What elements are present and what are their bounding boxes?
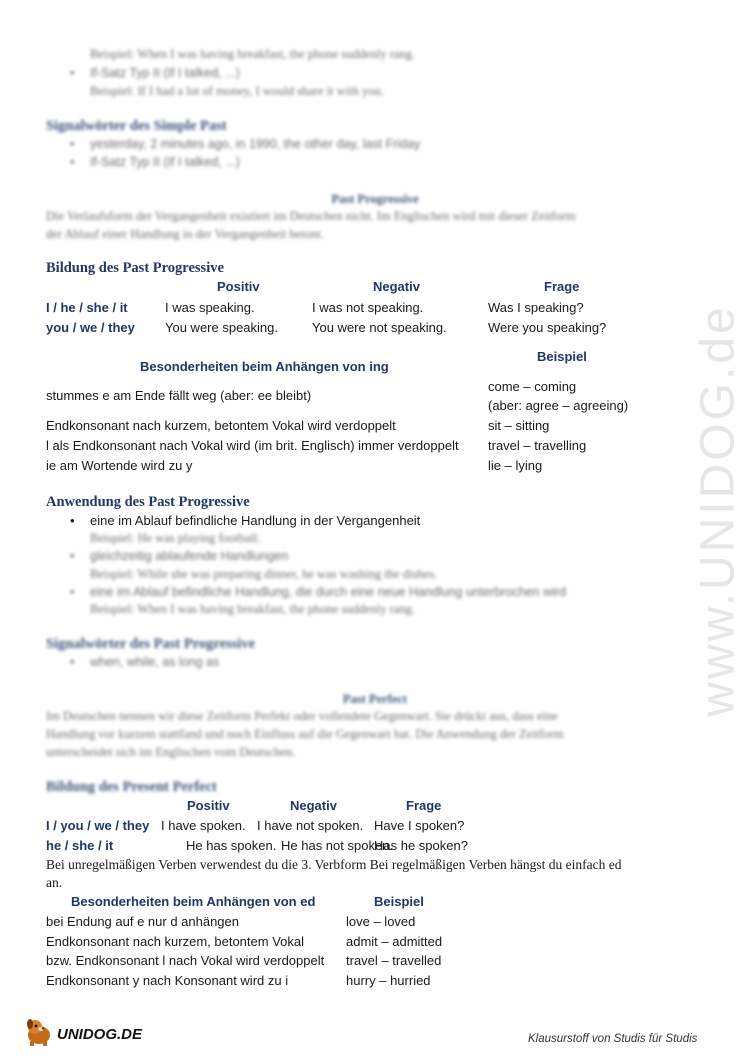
- table-header: Positiv: [217, 279, 260, 294]
- example-text: Beispiel: He was playing football.: [90, 531, 261, 545]
- section-title: Past Progressive: [331, 192, 419, 206]
- table-subject: you / we / they: [46, 320, 135, 335]
- rule-example: (aber: agree – agreeing): [488, 398, 629, 413]
- rule-text: bzw. Endkonsonant l nach Vokal wird verdoppelt: [46, 953, 325, 968]
- list-item: • eine im Ablauf befindliche Handlung, die durch eine neue Handlung unterbrochen wird: [90, 585, 566, 599]
- rule-example: lie – lying: [488, 458, 543, 473]
- table-subject: he / she / it: [46, 838, 114, 853]
- rules-header: Besonderheiten beim Anhängen von ed: [71, 894, 316, 909]
- section-heading: Bildung des Past Progressive: [46, 260, 224, 276]
- list-item: • If-Satz Typ II (If I talked, ...): [90, 155, 240, 169]
- table-cell: You were not speaking.: [312, 320, 447, 335]
- rule-text: Endkonsonant nach kurzem, betontem Vokal: [46, 934, 304, 949]
- table-subject: I / he / she / it: [46, 300, 128, 315]
- rules-header: [140, 359, 389, 374]
- table-subject: I / you / we / they: [46, 818, 150, 833]
- paragraph-line: Bei unregelmäßigen Verben verwendest du die 3. Verbform Bei regelmäßigen Verben hängst du einfach ed: [46, 857, 622, 872]
- example-header: Beispiel: [537, 349, 587, 364]
- rule-example: travel – travelled: [346, 953, 442, 968]
- table-header: Negativ: [373, 279, 420, 294]
- rule-example: travel – travelling: [488, 438, 587, 453]
- rule-text: ie am Wortende wird zu y: [46, 458, 193, 473]
- example-text: Beispiel: When I was having breakfast, the phone suddenly rang.: [90, 47, 416, 61]
- table-cell: I was not speaking.: [312, 300, 424, 315]
- rule-example: sit – sitting: [488, 418, 550, 433]
- watermark: [688, 280, 748, 740]
- table-cell: He has spoken.: [186, 838, 277, 853]
- section-heading: Signalwörter des Past Progressive: [46, 636, 256, 652]
- list-item: • yesterday, 2 minutes ago, in 1990, the other day, last Friday: [90, 137, 420, 151]
- example-text: Beispiel: While she was preparing dinner, he was washing the dishes.: [90, 567, 438, 581]
- logo-text: UNIDOG.DE: [57, 1026, 143, 1043]
- rule-text: bei Endung auf e nur d anhängen: [46, 914, 240, 929]
- example-header: Beispiel: [374, 894, 424, 909]
- rule-text: Endkonsonant nach kurzem, betontem Vokal wird verdoppelt: [46, 418, 396, 433]
- rule-text: stummes e am Ende fällt weg (aber: ee bleibt): [46, 388, 312, 403]
- table-cell: I have not spoken.: [257, 818, 364, 833]
- footer-tagline: Klausurstoff von Studis für Studis: [528, 1033, 698, 1045]
- intro-line: der Ablauf einer Handlung in der Vergangenheit betont.: [46, 227, 324, 241]
- table-cell: You were speaking.: [165, 320, 278, 335]
- table-cell: He has not spoken.: [281, 838, 394, 853]
- intro-line: unterscheidet sich im Englischen vom Deutschen.: [46, 745, 296, 759]
- intro-line: Die Verlaufsform der Vergangenheit existiert im Deutschen nicht. Im Englischen wird mit dieser Zeitform: [46, 209, 576, 223]
- section-title: Past Perfect: [342, 692, 408, 706]
- intro-line: Handlung vor kurzem stattfand und noch Einfluss auf die Gegenwart hat. Die Anwendung der Zeitform: [46, 727, 564, 741]
- example-text: Beispiel: When I was having breakfast, the phone suddenly rang.: [90, 602, 416, 616]
- table-cell: Have I spoken?: [374, 818, 465, 833]
- rule-example: admit – admitted: [346, 934, 443, 949]
- rule-text: l als Endkonsonant nach Vokal wird (im brit. Englisch) immer verdoppelt: [46, 438, 459, 453]
- example-text: Beispiel: If I had a lot of money, I would share it with you.: [90, 84, 384, 98]
- paragraph-line: an.: [46, 875, 63, 890]
- list-item: • gleichzeitig ablaufende Handlungen: [90, 549, 288, 563]
- table-header: Frage: [544, 279, 580, 294]
- rules-header-text: Besonderheiten beim Anhängen von ing: [140, 359, 389, 374]
- rule-example: love – loved: [346, 914, 416, 929]
- rule-example: come – coming: [488, 379, 577, 394]
- table-cell: Were you speaking?: [488, 320, 607, 335]
- section-heading: Signalwörter des Simple Past: [46, 118, 227, 134]
- section-heading: Bildung des Present Perfect: [46, 779, 217, 795]
- list-item: • If-Satz Typ II (If I talked, ...): [90, 66, 240, 80]
- intro-line: Im Deutschen nennen wir diese Zeitform Perfekt oder vollendete Gegenwart. Sie drückt aus, dass eine: [46, 709, 558, 723]
- table-header: Negativ: [290, 798, 337, 813]
- watermark-text: www.UNIDOG.de: [691, 303, 745, 717]
- table-cell: Was I speaking?: [488, 300, 584, 315]
- list-item: • when, while, as long as: [90, 655, 219, 669]
- table-header: Positiv: [187, 798, 230, 813]
- rule-example: hurry – hurried: [346, 973, 431, 988]
- table-cell: I have spoken.: [161, 818, 246, 833]
- table-header: Frage: [406, 798, 442, 813]
- section-heading: Anwendung des Past Progressive: [46, 494, 250, 510]
- table-cell: I was speaking.: [165, 300, 255, 315]
- list-item: • eine im Ablauf befindliche Handlung in der Vergangenheit: [90, 513, 420, 528]
- dog-logo-icon: [22, 1014, 56, 1048]
- table-cell: Has he spoken?: [374, 838, 468, 853]
- rule-text: Endkonsonant y nach Konsonant wird zu i: [46, 973, 289, 988]
